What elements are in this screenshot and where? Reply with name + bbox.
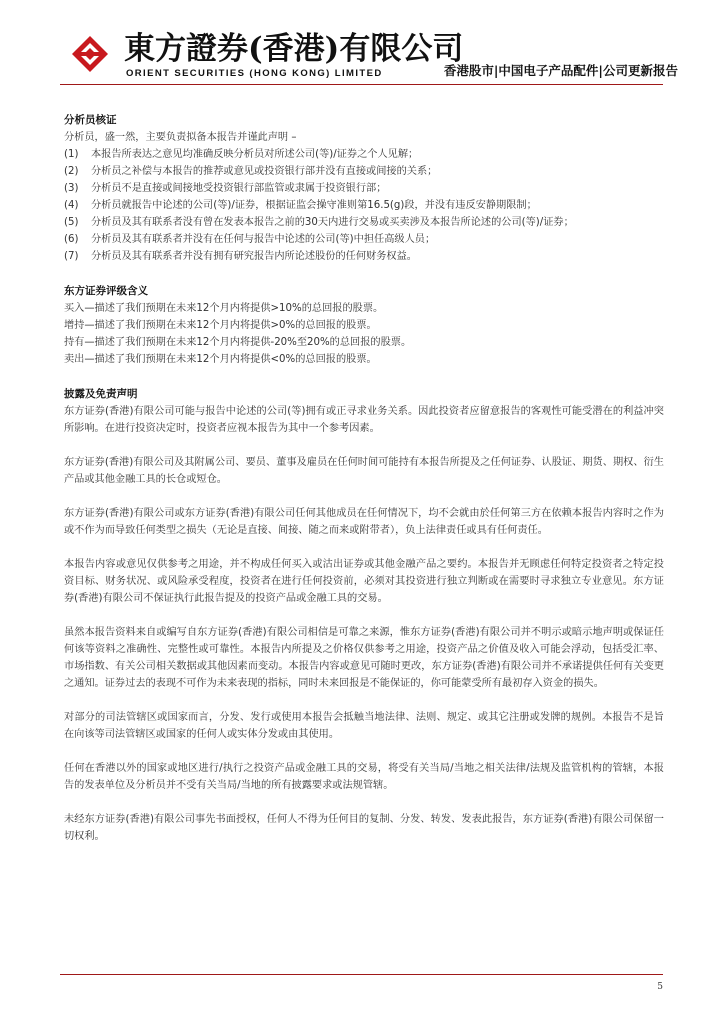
disclosure-section	[64, 386, 664, 845]
disclosure-paragraph: 东方证券(香港)有限公司及其附属公司、要员、董事及雇员在任何时间可能持有本报告所提及之任何证券、认股证、期货、期权、衍生产品或其他金融工具的长仓或短仓。	[64, 457, 664, 485]
analyst-cert-item	[64, 214, 664, 231]
rating-section	[64, 283, 664, 368]
report-tag: 香港股市|中国电子产品配件|公司更新报告	[443, 63, 678, 78]
analyst-cert-title: 分析员核证	[64, 114, 117, 126]
analyst-cert-item-number: (2)	[64, 166, 79, 177]
analyst-cert-item	[64, 180, 664, 197]
disclosure-paragraph: 任何在香港以外的国家或地区进行/执行之投资产品或金融工具的交易，将受有关当局/当地之相关法律/法规及监管机构的管辖，本报告的发表单位及分析员并不受有关当局/当地的所有披露要求或法规管辖。	[64, 763, 664, 791]
analyst-cert-item-text: 分析员及其有联系者没有曾在发表本报告之前的30天内进行交易或买卖涉及本报告所论述的公司(等)/证券；	[91, 217, 574, 228]
footer-divider	[60, 974, 663, 975]
disclosure-title: 披露及免责声明	[64, 388, 138, 400]
disclosure-paragraphs	[64, 403, 664, 845]
header-divider	[60, 84, 663, 85]
analyst-cert-item-number: (5)	[64, 217, 79, 228]
analyst-cert-item-text: 分析员及其有联系者并没有拥有研究报告内所论述股份的任何财务权益。	[91, 251, 417, 262]
disclosure-paragraph: 本报告内容或意见仅供参考之用途，并不构成任何买入或沽出证券或其他金融产品之要约。本报告并无顾虑任何特定投资者之特定投资目标、财务状况、或风险承受程度，投资者在进行任何投资前，必须对其投资进行独立判断或在需要时寻求独立专业意见。东方证券(香港)有限公司不保证执行此报告提及的投资产品或金融工具的交易。	[64, 559, 664, 604]
page-number: 5	[657, 982, 663, 992]
analyst-cert-item-text: 本报告所表达之意见均准确反映分析员对所述公司(等)/证券之个人见解；	[91, 149, 419, 160]
analyst-cert-item-number: (6)	[64, 234, 79, 245]
analyst-cert-item-text: 分析员之补偿与本报告的推荐或意见或投资银行部并没有直接或间接的关系；	[91, 166, 438, 177]
rating-line: 增持—描述了我们预期在未来12个月内将提供>0%的总回报的股票。	[64, 320, 377, 331]
disclosure-paragraph: 未经东方证券(香港)有限公司事先书面授权，任何人不得为任何目的复制、分发、转发、发表此报告，东方证券(香港)有限公司保留一切权利。	[64, 814, 664, 842]
rating-line: 卖出—描述了我们预期在未来12个月内将提供<0%的总回报的股票。	[64, 354, 377, 365]
analyst-cert-item-text: 分析员不是直接或间接地受投资银行部监管或隶属于投资银行部；	[91, 183, 387, 194]
rating-line: 持有—描述了我们预期在未来12个月内将提供-20%至20%的总回报的股票。	[64, 337, 412, 348]
company-name-cn: 東方證券(香港)有限公司	[124, 31, 464, 67]
rating-list	[64, 300, 664, 368]
analyst-cert-item-number: (1)	[64, 149, 79, 160]
analyst-cert-item	[64, 248, 664, 265]
page-header	[60, 28, 680, 84]
analyst-cert-item	[64, 197, 664, 214]
analyst-cert-item-number: (3)	[64, 183, 79, 194]
disclosure-paragraph: 对部分的司法管辖区或国家而言，分发、发行或使用本报告会抵触当地法律、法则、规定、或其它注册或发牌的规例。本报告不是旨在向该等司法管辖区或国家的任何人或实体分发或由其使用。	[64, 712, 664, 740]
analyst-cert-item	[64, 231, 664, 248]
company-name-en: ORIENT SECURITIES (HONG KONG) LIMITED	[126, 68, 383, 79]
analyst-cert-list	[64, 146, 664, 265]
disclosure-paragraph: 东方证券(香港)有限公司或东方证券(香港)有限公司任何其他成员在任何情况下，均不会就由於任何第三方在依赖本报告内容时之作为或不作为而导致任何类型之损失（无论是直接、间接、随之而来或附带者），负上法律责任或具有任何责任。	[64, 508, 664, 536]
rating-title: 东方证券评级含义	[64, 285, 148, 297]
orient-logo-icon	[68, 34, 112, 74]
main-content	[64, 112, 664, 845]
rating-line: 买入—描述了我们预期在未来12个月内将提供>10%的总回报的股票。	[64, 303, 384, 314]
disclosure-paragraph: 虽然本报告资料来自或编写自东方证券(香港)有限公司相信是可靠之来源，惟东方证券(香港)有限公司并不明示或暗示地声明或保证任何该等资料之准确性、完整性或可靠性。本报告内所提及之价格仅供参考之用途，投资产品之价值及收入可能会浮动，包括受汇率、市场指数、有关公司相关数据或其他因素而变动。本报告内容或意见可随时更改，东方证券(香港)有限公司并不承诺提供任何有关变更之通知。证券过去的表现不可作为未来表现的指标，同时未来回报是不能保证的，你可能蒙受所有最初存入资金的损失。	[64, 627, 664, 689]
disclosure-paragraph: 东方证券(香港)有限公司可能与报告中论述的公司(等)拥有或正寻求业务关系。因此投资者应留意报告的客观性可能受潜在的利益冲突所影响。在进行投资决定时，投资者应视本报告为其中一个参考因素。	[64, 406, 664, 434]
analyst-cert-item-text: 分析员及其有联系者并没有在任何与报告中论述的公司(等)中担任高级人员；	[91, 234, 436, 245]
analyst-cert-section	[64, 112, 664, 265]
analyst-cert-item-text: 分析员就报告中论述的公司(等)/证券，根据证监会操守准则第16.5(g)段，并没有违反安静期限制；	[91, 200, 537, 211]
analyst-cert-intro: 分析员，盛一然，主要负责拟备本报告并谨此声明 –	[64, 132, 297, 143]
analyst-cert-item	[64, 163, 664, 180]
analyst-cert-item-number: (4)	[64, 200, 79, 211]
analyst-cert-item	[64, 146, 664, 163]
analyst-cert-item-number: (7)	[64, 251, 79, 262]
